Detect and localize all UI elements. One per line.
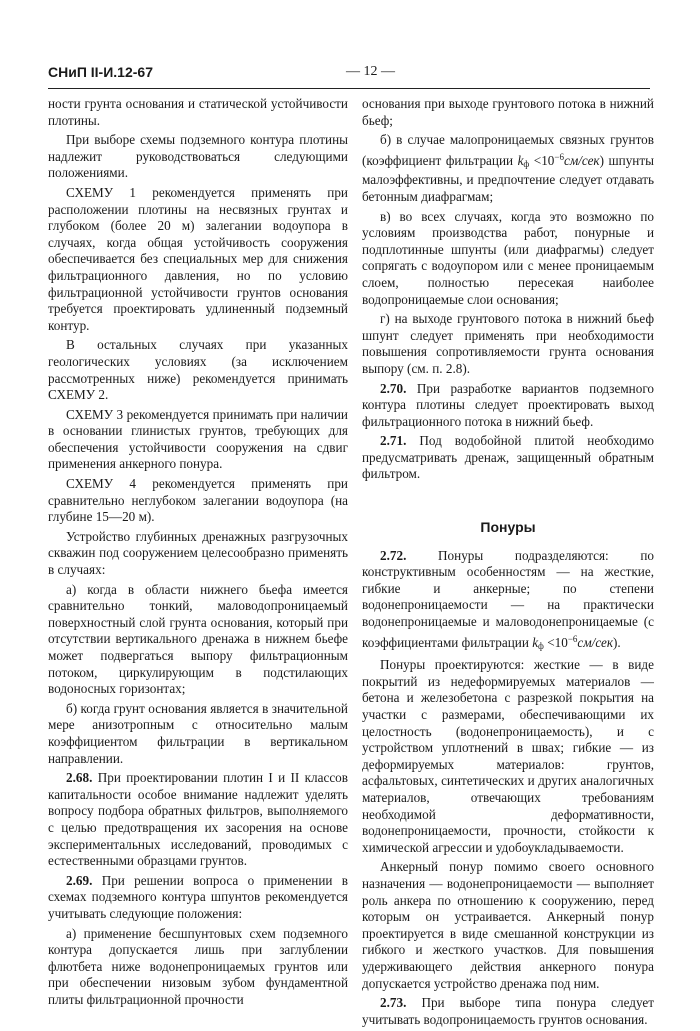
paragraph: основания при выходе грунтового потока в нижний бьеф; xyxy=(362,96,654,128)
document-code: СНиП II-И.12-67 xyxy=(48,64,153,80)
paragraph: Анкерный понур помимо своего основного назначения — водонепроницаемости — выполняет роль анкера по отношению к сооружению, перед которым он устраивается. Анкерный понур проектируется в виде смешанной конструкции из гибкого и жесткого участков. Для повышения удерживающего действия анкерного понура допускается устройство дренажа под ним. xyxy=(362,859,654,991)
paragraph-scheme-4: СХЕМУ 4 рекомендуется применять при сравнительно неглубоком залегании водоупора (на глубине 15—20 м). xyxy=(48,476,348,525)
clause-number: 2.73. xyxy=(380,995,407,1011)
paragraph: В остальных случаях при указанных геологических условиях (за исключением рассмотренных ниже) рекомендуется принимать СХЕМУ 2. xyxy=(48,337,348,403)
list-item-a: а) применение бесшпунтовых схем подземного контура допускается лишь при заглублении флютбета ниже водонепроницаемых грунтов или при обеспечении низовым зубом фундаментной плиты фильтрационной прочности xyxy=(48,925,348,1007)
left-column xyxy=(48,96,348,1011)
paragraph: При выборе схемы подземного контура плотины надлежит руководствоваться следующими положениями. xyxy=(48,132,348,181)
list-item-b: б) в случае малопроницаемых связных грунтов (коэффициент фильтрации $k_ф <10^{-6}см/сек$) шпунты малоэффективны, и предпочтение следует отдавать бетонным диафрагмам; xyxy=(362,132,654,204)
paragraph-scheme-1: СХЕМУ 1 рекомендуется применять при расположении плотины на несвязных грунтах и глубоком (более 20 м) залегании водоупора в случаях, когда общая устойчивость сооружения обеспечивается без специальных мер для снижения фильтрационного давления, но по условию фильтрационной устойчивости грунтов основания требуется проектировать удлиненный подземный контур. xyxy=(48,184,348,333)
unit: см/сек xyxy=(577,634,614,650)
paragraph: Понуры проектируются: жесткие — в виде покрытий из недеформируемых материалов — бетона и железобетона с разрезкой покрытия на участки с размерами, обеспечивающими их целостность (водонепроницаемость), и с устройством уплотнений в швах; гибкие — из деформируемых материалов: грунтов, асфальтовых, синтетических и других аналогичных материалов, отвечающих требованиям необходимой деформативности, водонепроницаемости, прочности, стойкости к химической агрессии и удобоукладываемости. xyxy=(362,657,654,855)
paragraph: ности грунта основания и статической устойчивости плотины. xyxy=(48,96,348,128)
coefficient-symbol: k xyxy=(517,152,524,168)
page-header xyxy=(48,64,650,88)
clause-2-69 xyxy=(48,873,348,923)
header-rule xyxy=(48,88,650,89)
clause-2-72: 2.72. Понуры подразделяются: по конструктивным особенностям — на жесткие, гибкие и анкерные; по степени водонепроницаемости — на практически водонепроницаемые и маловодонепроницаемые (с коэффициентами фильтрации $k_ф <10^{-6}см/сек$). xyxy=(362,547,654,651)
clause-2-70 xyxy=(362,381,654,431)
clause-text: При выборе типа понура следует учитывать водопроницаемость грунтов основания. xyxy=(362,995,655,1027)
section-heading: Понуры xyxy=(480,519,536,536)
list-item-a: а) когда в области нижнего бьефа имеется сравнительно тонкий, маловодопроницаемый поверхностный слой грунта основания, который при отсутствии вертикального дренажа в нижнем бьефе может подвергаться выпору фильтрационным потоком, циркулирующим в подстилающих водоносных горизонтах; xyxy=(48,581,348,697)
clause-text: Под водобойной плитой необходимо предусматривать дренаж, защищенный обратным фильтром. xyxy=(362,433,655,482)
paragraph: Устройство глубинных дренажных разгрузочных скважин под сооружением целесообразно применять в случаях: xyxy=(48,528,348,578)
clause-text: При решении вопроса о применении в схемах подземного контура шпунтов рекомендуется учитывать следующие положения: xyxy=(48,872,348,921)
list-item-b: б) когда грунт основания является в значительной мере анизотропным с относительно малым коэффициентом фильтрации в вертикальном направлении. xyxy=(48,700,348,766)
clause-number: 2.72. xyxy=(380,547,407,563)
list-item-g: г) на выходе грунтового потока в нижний бьеф шпунт следует применять при необходимости повышения сопротивляемости грунта основания выпору (см. п. 2.8). xyxy=(362,311,654,376)
clause-number: 2.70. xyxy=(380,380,407,396)
clause-2-71 xyxy=(362,433,654,483)
clause-number: 2.69. xyxy=(66,872,93,888)
clause-text: При проектировании плотин I и II классов капитальности особое внимание надлежит уделять вопросу подбора обратных фильтров, выполняемого с целью предотвращения их засорения на основе экспериментальных исследований, проводимых с естественными образцами грунтов. xyxy=(48,770,349,869)
clause-2-73 xyxy=(362,995,654,1028)
coefficient-symbol: k xyxy=(532,634,539,650)
page-number: — 12 — xyxy=(346,64,395,79)
clause-2-68 xyxy=(48,770,348,870)
paragraph-scheme-3: СХЕМУ 3 рекомендуется принимать при наличии в основании глинистых грунтов, требующих для обеспечения устойчивости сооружения на сдвиг применения анкерного понура. xyxy=(48,406,348,472)
unit: см/сек xyxy=(563,152,600,168)
clause-text: При разработке вариантов подземного контура плотины следует проектировать выход фильтрационного потока в нижний бьеф. xyxy=(362,380,655,429)
clause-number: 2.68. xyxy=(66,770,93,786)
clause-number: 2.71. xyxy=(380,433,407,449)
list-item-v: в) во всех случаях, когда это возможно по условиям производства работ, понурные и подплотинные шпунты (или диафрагмы) следует сопрягать с водоупором или с менее проницаемым слоем, полностью пересекая наиболее водопроницаемые слои основания; xyxy=(362,208,654,307)
right-column xyxy=(362,96,654,1031)
